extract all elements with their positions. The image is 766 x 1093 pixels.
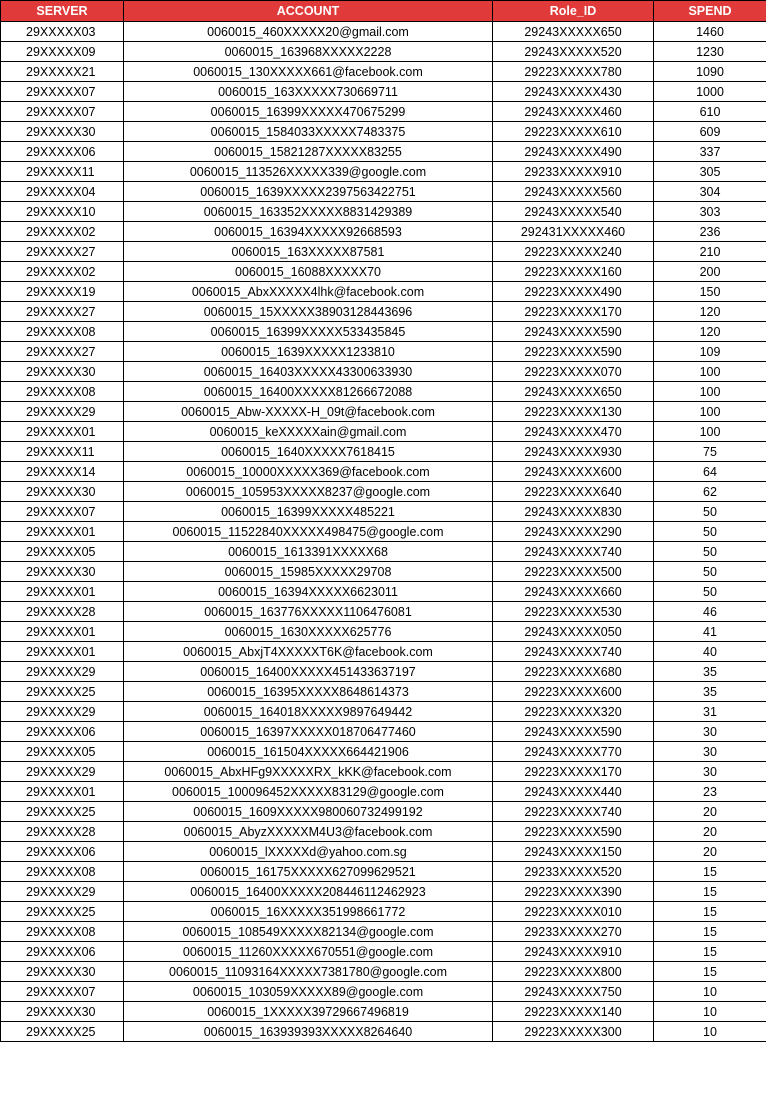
- table-row[interactable]: [1, 702, 766, 722]
- account-cell: 0060015_1XXXXX39729667496819: [124, 1002, 493, 1022]
- table-row[interactable]: [1, 602, 766, 622]
- server-cell: 29XXXXX25: [1, 902, 124, 922]
- role-id-cell: 29243XXXXX740: [493, 542, 654, 562]
- role-id-cell: 29243XXXXX930: [493, 442, 654, 462]
- table-row[interactable]: [1, 1002, 766, 1022]
- account-cell: 0060015_11522840XXXXX498475@google.com: [124, 522, 493, 542]
- server-cell: 29XXXXX25: [1, 1022, 124, 1042]
- spend-cell: 15: [654, 902, 766, 922]
- account-cell: 0060015_16394XXXXX92668593: [124, 222, 493, 242]
- server-cell: 29XXXXX10: [1, 202, 124, 222]
- server-cell: 29XXXXX02: [1, 262, 124, 282]
- role-id-cell: 29223XXXXX680: [493, 662, 654, 682]
- table-row[interactable]: [1, 462, 766, 482]
- account-cell: 0060015_1584033XXXXX7483375: [124, 122, 493, 142]
- spend-cell: 50: [654, 522, 766, 542]
- table-row[interactable]: [1, 22, 766, 42]
- server-cell: 29XXXXX03: [1, 22, 124, 42]
- role-id-cell: 29223XXXXX590: [493, 822, 654, 842]
- server-cell: 29XXXXX30: [1, 562, 124, 582]
- server-cell: 29XXXXX01: [1, 422, 124, 442]
- table-row[interactable]: [1, 802, 766, 822]
- account-cell: 0060015_16397XXXXX018706477460: [124, 722, 493, 742]
- account-cell: 0060015_16394XXXXX6623011: [124, 582, 493, 602]
- spend-cell: 41: [654, 622, 766, 642]
- role-id-cell: 29223XXXXX170: [493, 762, 654, 782]
- table-row[interactable]: [1, 542, 766, 562]
- role-id-cell: 29243XXXXX290: [493, 522, 654, 542]
- spend-cell: 20: [654, 842, 766, 862]
- table-row[interactable]: [1, 342, 766, 362]
- spend-cell: 210: [654, 242, 766, 262]
- server-cell: 29XXXXX25: [1, 682, 124, 702]
- table-row[interactable]: [1, 282, 766, 302]
- server-cell: 29XXXXX27: [1, 242, 124, 262]
- spend-cell: 10: [654, 1002, 766, 1022]
- server-cell: 29XXXXX11: [1, 442, 124, 462]
- role-id-cell: 29243XXXXX650: [493, 22, 654, 42]
- account-cell: 0060015_1639XXXXX2397563422751: [124, 182, 493, 202]
- spend-cell: 23: [654, 782, 766, 802]
- role-id-cell: 29243XXXXX590: [493, 322, 654, 342]
- server-cell: 29XXXXX01: [1, 642, 124, 662]
- account-cell: 0060015_AbxjT4XXXXXT6K@facebook.com: [124, 642, 493, 662]
- table-row[interactable]: [1, 402, 766, 422]
- table-row[interactable]: [1, 202, 766, 222]
- account-cell: 0060015_16175XXXXX627099629521: [124, 862, 493, 882]
- table-row[interactable]: [1, 222, 766, 242]
- role-id-cell: 29223XXXXX800: [493, 962, 654, 982]
- table-header: [1, 1, 766, 22]
- spend-cell: 75: [654, 442, 766, 462]
- account-cell: 0060015_AbxXXXXX4lhk@facebook.com: [124, 282, 493, 302]
- role-id-cell: 29223XXXXX300: [493, 1022, 654, 1042]
- role-id-cell: 29243XXXXX440: [493, 782, 654, 802]
- server-cell: 29XXXXX02: [1, 222, 124, 242]
- table-row[interactable]: [1, 482, 766, 502]
- role-id-cell: 29223XXXXX530: [493, 602, 654, 622]
- spend-cell: 15: [654, 942, 766, 962]
- spend-cell: 40: [654, 642, 766, 662]
- account-cell: 0060015_163XXXXX87581: [124, 242, 493, 262]
- role-id-cell: 29243XXXXX750: [493, 982, 654, 1002]
- server-cell: 29XXXXX05: [1, 742, 124, 762]
- column-header-account[interactable]: ACCOUNT: [124, 1, 493, 22]
- table-row[interactable]: [1, 962, 766, 982]
- account-cell: 0060015_10000XXXXX369@facebook.com: [124, 462, 493, 482]
- server-cell: 29XXXXX30: [1, 362, 124, 382]
- server-cell: 29XXXXX28: [1, 822, 124, 842]
- spend-cell: 1000: [654, 82, 766, 102]
- table-row[interactable]: [1, 62, 766, 82]
- server-cell: 29XXXXX06: [1, 722, 124, 742]
- spend-cell: 62: [654, 482, 766, 502]
- server-cell: 29XXXXX08: [1, 322, 124, 342]
- server-cell: 29XXXXX27: [1, 302, 124, 322]
- role-id-cell: 29223XXXXX490: [493, 282, 654, 302]
- role-id-cell: 29243XXXXX050: [493, 622, 654, 642]
- column-header-server[interactable]: SERVER: [1, 1, 124, 22]
- server-cell: 29XXXXX30: [1, 962, 124, 982]
- role-id-cell: 29243XXXXX830: [493, 502, 654, 522]
- spend-cell: 31: [654, 702, 766, 722]
- column-header-role-id[interactable]: Role_ID: [493, 1, 654, 22]
- spend-cell: 50: [654, 542, 766, 562]
- spend-cell: 305: [654, 162, 766, 182]
- spend-cell: 46: [654, 602, 766, 622]
- server-cell: 29XXXXX11: [1, 162, 124, 182]
- table-row[interactable]: [1, 562, 766, 582]
- spend-cell: 100: [654, 382, 766, 402]
- server-cell: 29XXXXX29: [1, 662, 124, 682]
- table-row[interactable]: [1, 242, 766, 262]
- account-cell: 0060015_163776XXXXX1106476081: [124, 602, 493, 622]
- server-cell: 29XXXXX25: [1, 802, 124, 822]
- account-cell: 0060015_AbxHFg9XXXXXRX_kKK@facebook.com: [124, 762, 493, 782]
- table-row[interactable]: [1, 322, 766, 342]
- server-cell: 29XXXXX01: [1, 522, 124, 542]
- column-header-spend[interactable]: SPEND: [654, 1, 766, 22]
- account-cell: 0060015_1640XXXXX7618415: [124, 442, 493, 462]
- account-cell: 0060015_AbyzXXXXXM4U3@facebook.com: [124, 822, 493, 842]
- spend-cell: 20: [654, 802, 766, 822]
- server-cell: 29XXXXX19: [1, 282, 124, 302]
- role-id-cell: 29223XXXXX740: [493, 802, 654, 822]
- account-cell: 0060015_16399XXXXX533435845: [124, 322, 493, 342]
- server-cell: 29XXXXX27: [1, 342, 124, 362]
- role-id-cell: 29243XXXXX520: [493, 42, 654, 62]
- role-id-cell: 29223XXXXX590: [493, 342, 654, 362]
- table-row[interactable]: [1, 862, 766, 882]
- role-id-cell: 29243XXXXX560: [493, 182, 654, 202]
- table-row[interactable]: [1, 122, 766, 142]
- account-cell: 0060015_113526XXXXX339@google.com: [124, 162, 493, 182]
- spend-cell: 200: [654, 262, 766, 282]
- account-cell: 0060015_105953XXXXX8237@google.com: [124, 482, 493, 502]
- account-cell: 0060015_16403XXXXX43300633930: [124, 362, 493, 382]
- server-cell: 29XXXXX14: [1, 462, 124, 482]
- role-id-cell: 29243XXXXX150: [493, 842, 654, 862]
- account-cell: 0060015_16400XXXXX81266672088: [124, 382, 493, 402]
- role-id-cell: 29233XXXXX270: [493, 922, 654, 942]
- server-cell: 29XXXXX30: [1, 482, 124, 502]
- account-cell: 0060015_103059XXXXX89@google.com: [124, 982, 493, 1002]
- spend-cell: 64: [654, 462, 766, 482]
- role-id-cell: 29243XXXXX600: [493, 462, 654, 482]
- spend-cell: 50: [654, 582, 766, 602]
- account-cell: 0060015_11260XXXXX670551@google.com: [124, 942, 493, 962]
- account-cell: 0060015_163XXXXX730669711: [124, 82, 493, 102]
- server-cell: 29XXXXX29: [1, 702, 124, 722]
- table-row[interactable]: [1, 642, 766, 662]
- account-cell: 0060015_108549XXXXX82134@google.com: [124, 922, 493, 942]
- role-id-cell: 29233XXXXX910: [493, 162, 654, 182]
- table-row[interactable]: [1, 442, 766, 462]
- server-cell: 29XXXXX01: [1, 782, 124, 802]
- server-cell: 29XXXXX06: [1, 942, 124, 962]
- role-id-cell: 29243XXXXX490: [493, 142, 654, 162]
- account-cell: 0060015_163939393XXXXX8264640: [124, 1022, 493, 1042]
- server-cell: 29XXXXX28: [1, 602, 124, 622]
- server-cell: 29XXXXX07: [1, 102, 124, 122]
- role-id-cell: 29243XXXXX660: [493, 582, 654, 602]
- server-cell: 29XXXXX29: [1, 882, 124, 902]
- role-id-cell: 29243XXXXX460: [493, 102, 654, 122]
- account-cell: 0060015_1639XXXXX1233810: [124, 342, 493, 362]
- server-cell: 29XXXXX07: [1, 982, 124, 1002]
- role-id-cell: 29243XXXXX740: [493, 642, 654, 662]
- account-cell: 0060015_lXXXXXd@yahoo.com.sg: [124, 842, 493, 862]
- spend-cell: 50: [654, 502, 766, 522]
- server-cell: 29XXXXX08: [1, 922, 124, 942]
- table-row[interactable]: [1, 682, 766, 702]
- role-id-cell: 29223XXXXX500: [493, 562, 654, 582]
- account-cell: 0060015_163968XXXXX2228: [124, 42, 493, 62]
- account-cell: 0060015_100096452XXXXX83129@google.com: [124, 782, 493, 802]
- spend-cell: 100: [654, 402, 766, 422]
- table-row[interactable]: [1, 762, 766, 782]
- account-cell: 0060015_164018XXXXX9897649442: [124, 702, 493, 722]
- role-id-cell: 29223XXXXX010: [493, 902, 654, 922]
- spend-cell: 15: [654, 922, 766, 942]
- table-row[interactable]: [1, 722, 766, 742]
- table-row[interactable]: [1, 42, 766, 62]
- role-id-cell: 29223XXXXX170: [493, 302, 654, 322]
- role-id-cell: 29243XXXXX770: [493, 742, 654, 762]
- table-row[interactable]: [1, 362, 766, 382]
- role-id-cell: 29223XXXXX610: [493, 122, 654, 142]
- table-row[interactable]: [1, 182, 766, 202]
- table-body: [1, 22, 766, 1042]
- server-cell: 29XXXXX29: [1, 762, 124, 782]
- server-cell: 29XXXXX09: [1, 42, 124, 62]
- server-cell: 29XXXXX04: [1, 182, 124, 202]
- server-cell: 29XXXXX08: [1, 382, 124, 402]
- table-row[interactable]: [1, 302, 766, 322]
- spend-cell: 337: [654, 142, 766, 162]
- spend-cell: 30: [654, 742, 766, 762]
- spend-cell: 150: [654, 282, 766, 302]
- role-id-cell: 29233XXXXX520: [493, 862, 654, 882]
- table-row[interactable]: [1, 882, 766, 902]
- role-id-cell: 29223XXXXX390: [493, 882, 654, 902]
- table-row[interactable]: [1, 942, 766, 962]
- account-cell: 0060015_16XXXXX351998661772: [124, 902, 493, 922]
- account-cell: 0060015_16399XXXXX470675299: [124, 102, 493, 122]
- spend-cell: 236: [654, 222, 766, 242]
- table-row[interactable]: [1, 782, 766, 802]
- account-cell: 0060015_16400XXXXX451433637197: [124, 662, 493, 682]
- spend-cell: 610: [654, 102, 766, 122]
- account-cell: 0060015_Abw-XXXXX-H_09t@facebook.com: [124, 402, 493, 422]
- spend-cell: 50: [654, 562, 766, 582]
- table-row[interactable]: [1, 982, 766, 1002]
- table-row[interactable]: [1, 382, 766, 402]
- server-cell: 29XXXXX29: [1, 402, 124, 422]
- server-cell: 29XXXXX30: [1, 1002, 124, 1022]
- table-row[interactable]: [1, 142, 766, 162]
- account-cell: 0060015_16400XXXXX208446112462923: [124, 882, 493, 902]
- account-cell: 0060015_161504XXXXX664421906: [124, 742, 493, 762]
- account-cell: 0060015_460XXXXX20@gmail.com: [124, 22, 493, 42]
- spend-cell: 35: [654, 682, 766, 702]
- table-row[interactable]: [1, 522, 766, 542]
- role-id-cell: 292431XXXXX460: [493, 222, 654, 242]
- server-cell: 29XXXXX06: [1, 142, 124, 162]
- spend-cell: 100: [654, 422, 766, 442]
- table-row[interactable]: [1, 162, 766, 182]
- server-cell: 29XXXXX01: [1, 582, 124, 602]
- account-cell: 0060015_16399XXXXX485221: [124, 502, 493, 522]
- account-cell: 0060015_keXXXXXain@gmail.com: [124, 422, 493, 442]
- spend-cell: 15: [654, 862, 766, 882]
- table-row[interactable]: [1, 422, 766, 442]
- table-row[interactable]: [1, 742, 766, 762]
- header-row: [1, 1, 766, 22]
- role-id-cell: 29223XXXXX600: [493, 682, 654, 702]
- role-id-cell: 29223XXXXX140: [493, 1002, 654, 1022]
- spend-cell: 15: [654, 882, 766, 902]
- spend-cell: 20: [654, 822, 766, 842]
- account-cell: 0060015_15821287XXXXX83255: [124, 142, 493, 162]
- role-id-cell: 29243XXXXX910: [493, 942, 654, 962]
- spend-cell: 609: [654, 122, 766, 142]
- role-id-cell: 29243XXXXX650: [493, 382, 654, 402]
- server-cell: 29XXXXX07: [1, 502, 124, 522]
- table-row[interactable]: [1, 822, 766, 842]
- spend-cell: 35: [654, 662, 766, 682]
- role-id-cell: 29223XXXXX160: [493, 262, 654, 282]
- table-row[interactable]: [1, 582, 766, 602]
- role-id-cell: 29223XXXXX240: [493, 242, 654, 262]
- spend-cell: 304: [654, 182, 766, 202]
- spend-cell: 10: [654, 982, 766, 1002]
- role-id-cell: 29223XXXXX320: [493, 702, 654, 722]
- account-cell: 0060015_16395XXXXX8648614373: [124, 682, 493, 702]
- account-cell: 0060015_15985XXXXX29708: [124, 562, 493, 582]
- spend-cell: 15: [654, 962, 766, 982]
- spend-cell: 1230: [654, 42, 766, 62]
- table-row[interactable]: [1, 502, 766, 522]
- role-id-cell: 29243XXXXX540: [493, 202, 654, 222]
- account-cell: 0060015_1609XXXXX980060732499192: [124, 802, 493, 822]
- account-cell: 0060015_163352XXXXX8831429389: [124, 202, 493, 222]
- spend-cell: 100: [654, 362, 766, 382]
- server-cell: 29XXXXX21: [1, 62, 124, 82]
- server-cell: 29XXXXX30: [1, 122, 124, 142]
- table-row[interactable]: [1, 102, 766, 122]
- spend-cell: 30: [654, 722, 766, 742]
- server-cell: 29XXXXX07: [1, 82, 124, 102]
- account-cell: 0060015_15XXXXX38903128443696: [124, 302, 493, 322]
- role-id-cell: 29223XXXXX780: [493, 62, 654, 82]
- spend-cell: 120: [654, 302, 766, 322]
- table-row[interactable]: [1, 82, 766, 102]
- spend-cell: 120: [654, 322, 766, 342]
- spend-cell: 10: [654, 1022, 766, 1042]
- account-cell: 0060015_16088XXXXX70: [124, 262, 493, 282]
- account-cell: 0060015_11093164XXXXX7381780@google.com: [124, 962, 493, 982]
- spend-cell: 1090: [654, 62, 766, 82]
- spend-cell: 30: [654, 762, 766, 782]
- account-cell: 0060015_1613391XXXXX68: [124, 542, 493, 562]
- account-cell: 0060015_1630XXXXX625776: [124, 622, 493, 642]
- server-cell: 29XXXXX06: [1, 842, 124, 862]
- spend-cell: 109: [654, 342, 766, 362]
- server-cell: 29XXXXX08: [1, 862, 124, 882]
- role-id-cell: 29223XXXXX130: [493, 402, 654, 422]
- role-id-cell: 29223XXXXX070: [493, 362, 654, 382]
- table-row[interactable]: [1, 662, 766, 682]
- spend-cell: 303: [654, 202, 766, 222]
- spend-cell: 1460: [654, 22, 766, 42]
- role-id-cell: 29243XXXXX590: [493, 722, 654, 742]
- table-row[interactable]: [1, 922, 766, 942]
- server-cell: 29XXXXX01: [1, 622, 124, 642]
- role-id-cell: 29243XXXXX470: [493, 422, 654, 442]
- table-row[interactable]: [1, 902, 766, 922]
- account-cell: 0060015_130XXXXX661@facebook.com: [124, 62, 493, 82]
- server-cell: 29XXXXX05: [1, 542, 124, 562]
- role-id-cell: 29223XXXXX640: [493, 482, 654, 502]
- table-row[interactable]: [1, 262, 766, 282]
- table-row[interactable]: [1, 1022, 766, 1042]
- table-row[interactable]: [1, 842, 766, 862]
- role-id-cell: 29243XXXXX430: [493, 82, 654, 102]
- table-row[interactable]: [1, 622, 766, 642]
